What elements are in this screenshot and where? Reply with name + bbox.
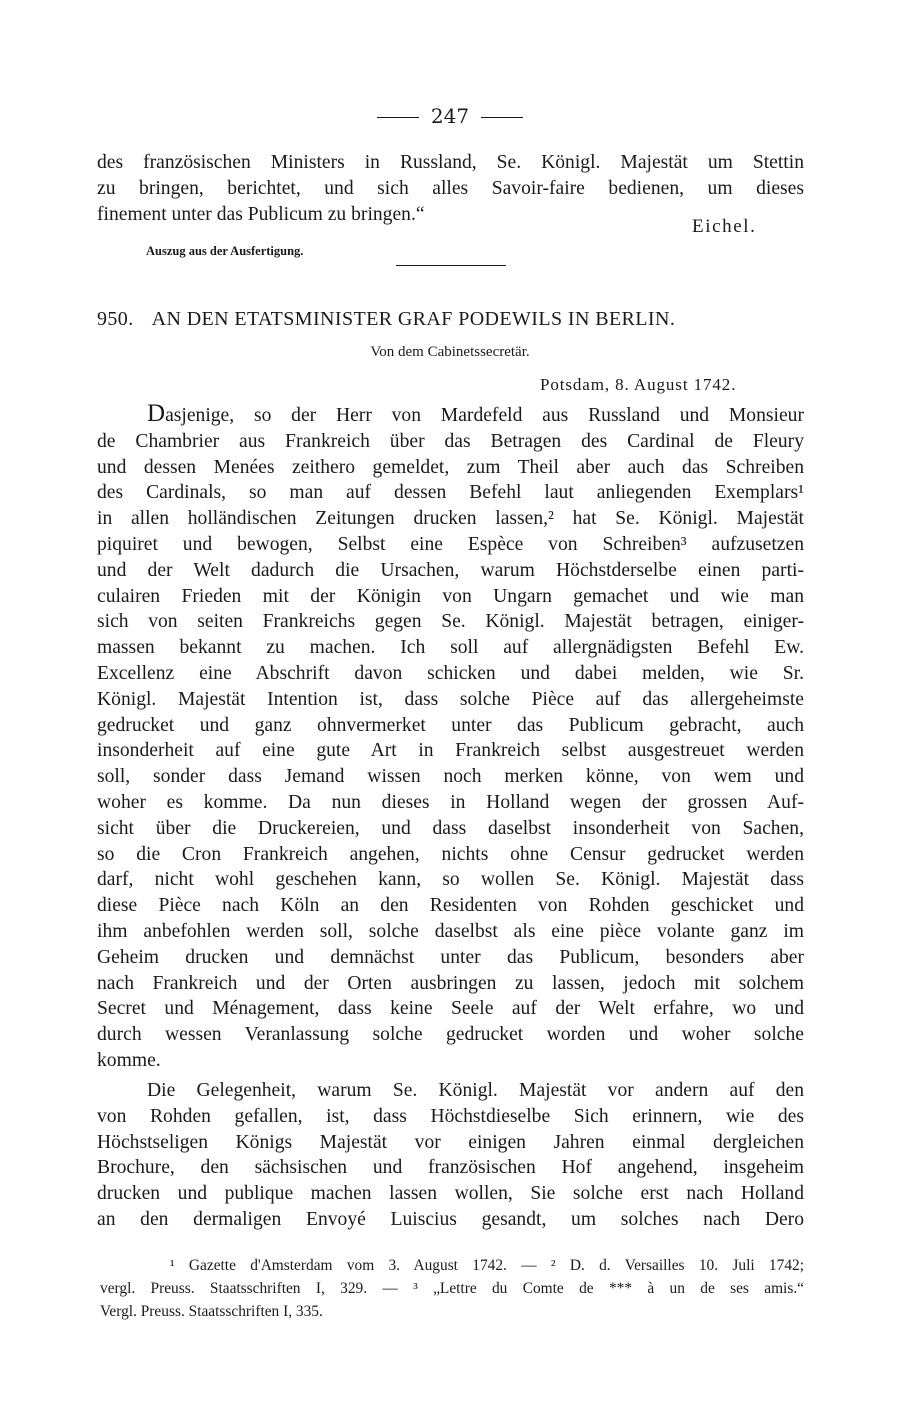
text-line: soll, sonder dass Jemand wissen noch merken könne, von wem und — [97, 766, 804, 788]
text-line: von Rohden gefallen, ist, dass Höchstdieselbe Sich erinnern, wie des — [97, 1105, 804, 1127]
text-line: Dasjenige, so der Herr von Mardefeld aus Russland und Monsieur — [147, 400, 804, 427]
text-line: woher es komme. Da nun dieses in Holland wegen der grossen Auf- — [97, 791, 804, 813]
source-note: Auszug aus der Ausfertigung. — [146, 244, 304, 258]
text-line: komme. — [97, 1049, 161, 1071]
text-line: massen bekannt zu machen. Ich soll auf allergnädigsten Befehl Ew. — [97, 637, 804, 659]
text-line: insonderheit auf eine gute Art in Frankreich selbst ausgestreuet werden — [97, 740, 804, 762]
text-line: diese Pièce nach Köln an den Residenten von Rohden geschicket und — [97, 895, 804, 917]
text-line: Königl. Majestät Intention ist, dass solche Pièce auf das allergeheimste — [97, 688, 804, 710]
initial-letter: D — [147, 400, 166, 427]
text-line: de Chambrier aus Frankreich über das Betragen des Cardinal de Fleury — [97, 430, 804, 452]
text-line: zu bringen, berichtet, und sich alles Savoir-faire bedienen, um dieses — [97, 177, 804, 199]
text-line: ihm anbefohlen werden soll, solche daselbst als eine pièce volante ganz im — [97, 920, 804, 942]
text-line: nach Frankreich und der Orten ausbringen zu lassen, jedoch mit solchem — [97, 972, 804, 994]
text-line: des französischen Ministers in Russland, Se. Königl. Majestät um Stettin — [97, 152, 804, 173]
letter-title: AN DEN ETATSMINISTER GRAF PODEWILS IN BERLIN. — [151, 308, 676, 330]
text-line: sicht über die Druckereien, und dass daselbst insonderheit von Sachen, — [97, 817, 804, 839]
text-line: Secret und Ménagement, dass keine Seele auf der Welt erfahre, wo und — [97, 998, 804, 1020]
footnotes — [100, 1254, 804, 1323]
text-line: in allen holländischen Zeitungen drucken lassen,² hat Se. Königl. Majestät — [97, 508, 804, 530]
text-line: des Cardinals, so man auf dessen Befehl laut anliegenden Exemplars¹ — [97, 482, 804, 504]
footnote-line: ¹ Gazette d'Amsterdam vom 3. August 1742. — ² D. d. Versailles 10. Juli 1742; — [170, 1257, 804, 1274]
letter-paragraph-2 — [97, 1078, 804, 1233]
text-line: drucken und publique machen lassen wollen, Sie solche erst nach Holland — [97, 1183, 804, 1205]
text-line: finement unter das Publicum zu bringen.“ — [97, 203, 425, 225]
footnote-line: Vergl. Preuss. Staatsschriften I, 335. — [100, 1303, 323, 1320]
page-number: 247 — [430, 104, 470, 128]
dash-right — [481, 117, 523, 118]
letter-heading — [97, 308, 804, 331]
text-line: culairen Frieden mit der Königin von Ungarn gemachet und wie man — [97, 585, 804, 607]
text-line: darf, nicht wohl geschehen kann, so wollen Se. Königl. Majestät dass — [97, 869, 804, 891]
text-line: an den dermaligen Envoyé Luiscius gesandt, um solches nach Dero — [97, 1208, 804, 1230]
text-line: gedrucket und ganz ohnvermerket unter das Publicum gebracht, auch — [97, 714, 804, 736]
text-line: und dessen Menées zeithero gemeldet, zum Theil aber auch das Schreiben — [97, 456, 804, 478]
letter-paragraph-1 — [97, 401, 804, 1074]
place-date: Potsdam, 8. August 1742. — [540, 375, 737, 394]
text-line: Geheim drucken und demnächst unter das Publicum, besonders aber — [97, 946, 804, 968]
page-number-header — [0, 104, 900, 128]
text-line: piquiret und bewogen, Selbst eine Espèce von Schreiben³ aufzusetzen — [97, 533, 804, 555]
text-line: Die Gelegenheit, warum Se. Königl. Majestät vor andern auf den — [147, 1080, 804, 1101]
letter-sender: Von dem Cabinetssecretär. — [370, 344, 530, 360]
text-line: Brochure, den sächsischen und französischen Hof angehend, insgeheim — [97, 1157, 804, 1179]
text-line: sich von seiten Frankreichs gegen Se. Königl. Majestät betragen, einiger- — [97, 611, 804, 633]
text-line: und der Welt dadurch die Ursachen, warum Höchstderselbe einen parti- — [97, 559, 804, 581]
footnote-line: vergl. Preuss. Staatsschriften I, 329. — ³ „Lettre du Comte de *** à un de ses amis.“ — [100, 1280, 804, 1297]
section-divider — [396, 265, 506, 266]
text-line: durch wessen Veranlassung solche gedrucket worden und woher solche — [97, 1024, 804, 1046]
text-line: Excellenz eine Abschrift davon schicken und dabei melden, wie Sr. — [97, 662, 804, 684]
text-line: Höchstseligen Königs Majestät vor einigen Jahren einmal dergleichen — [97, 1131, 804, 1153]
letter-number: 950. — [97, 308, 134, 330]
dash-left — [377, 117, 419, 118]
signature: Eichel. — [692, 216, 757, 237]
text-line: so die Cron Frankreich angehen, nichts ohne Censur gedrucket werden — [97, 843, 804, 865]
